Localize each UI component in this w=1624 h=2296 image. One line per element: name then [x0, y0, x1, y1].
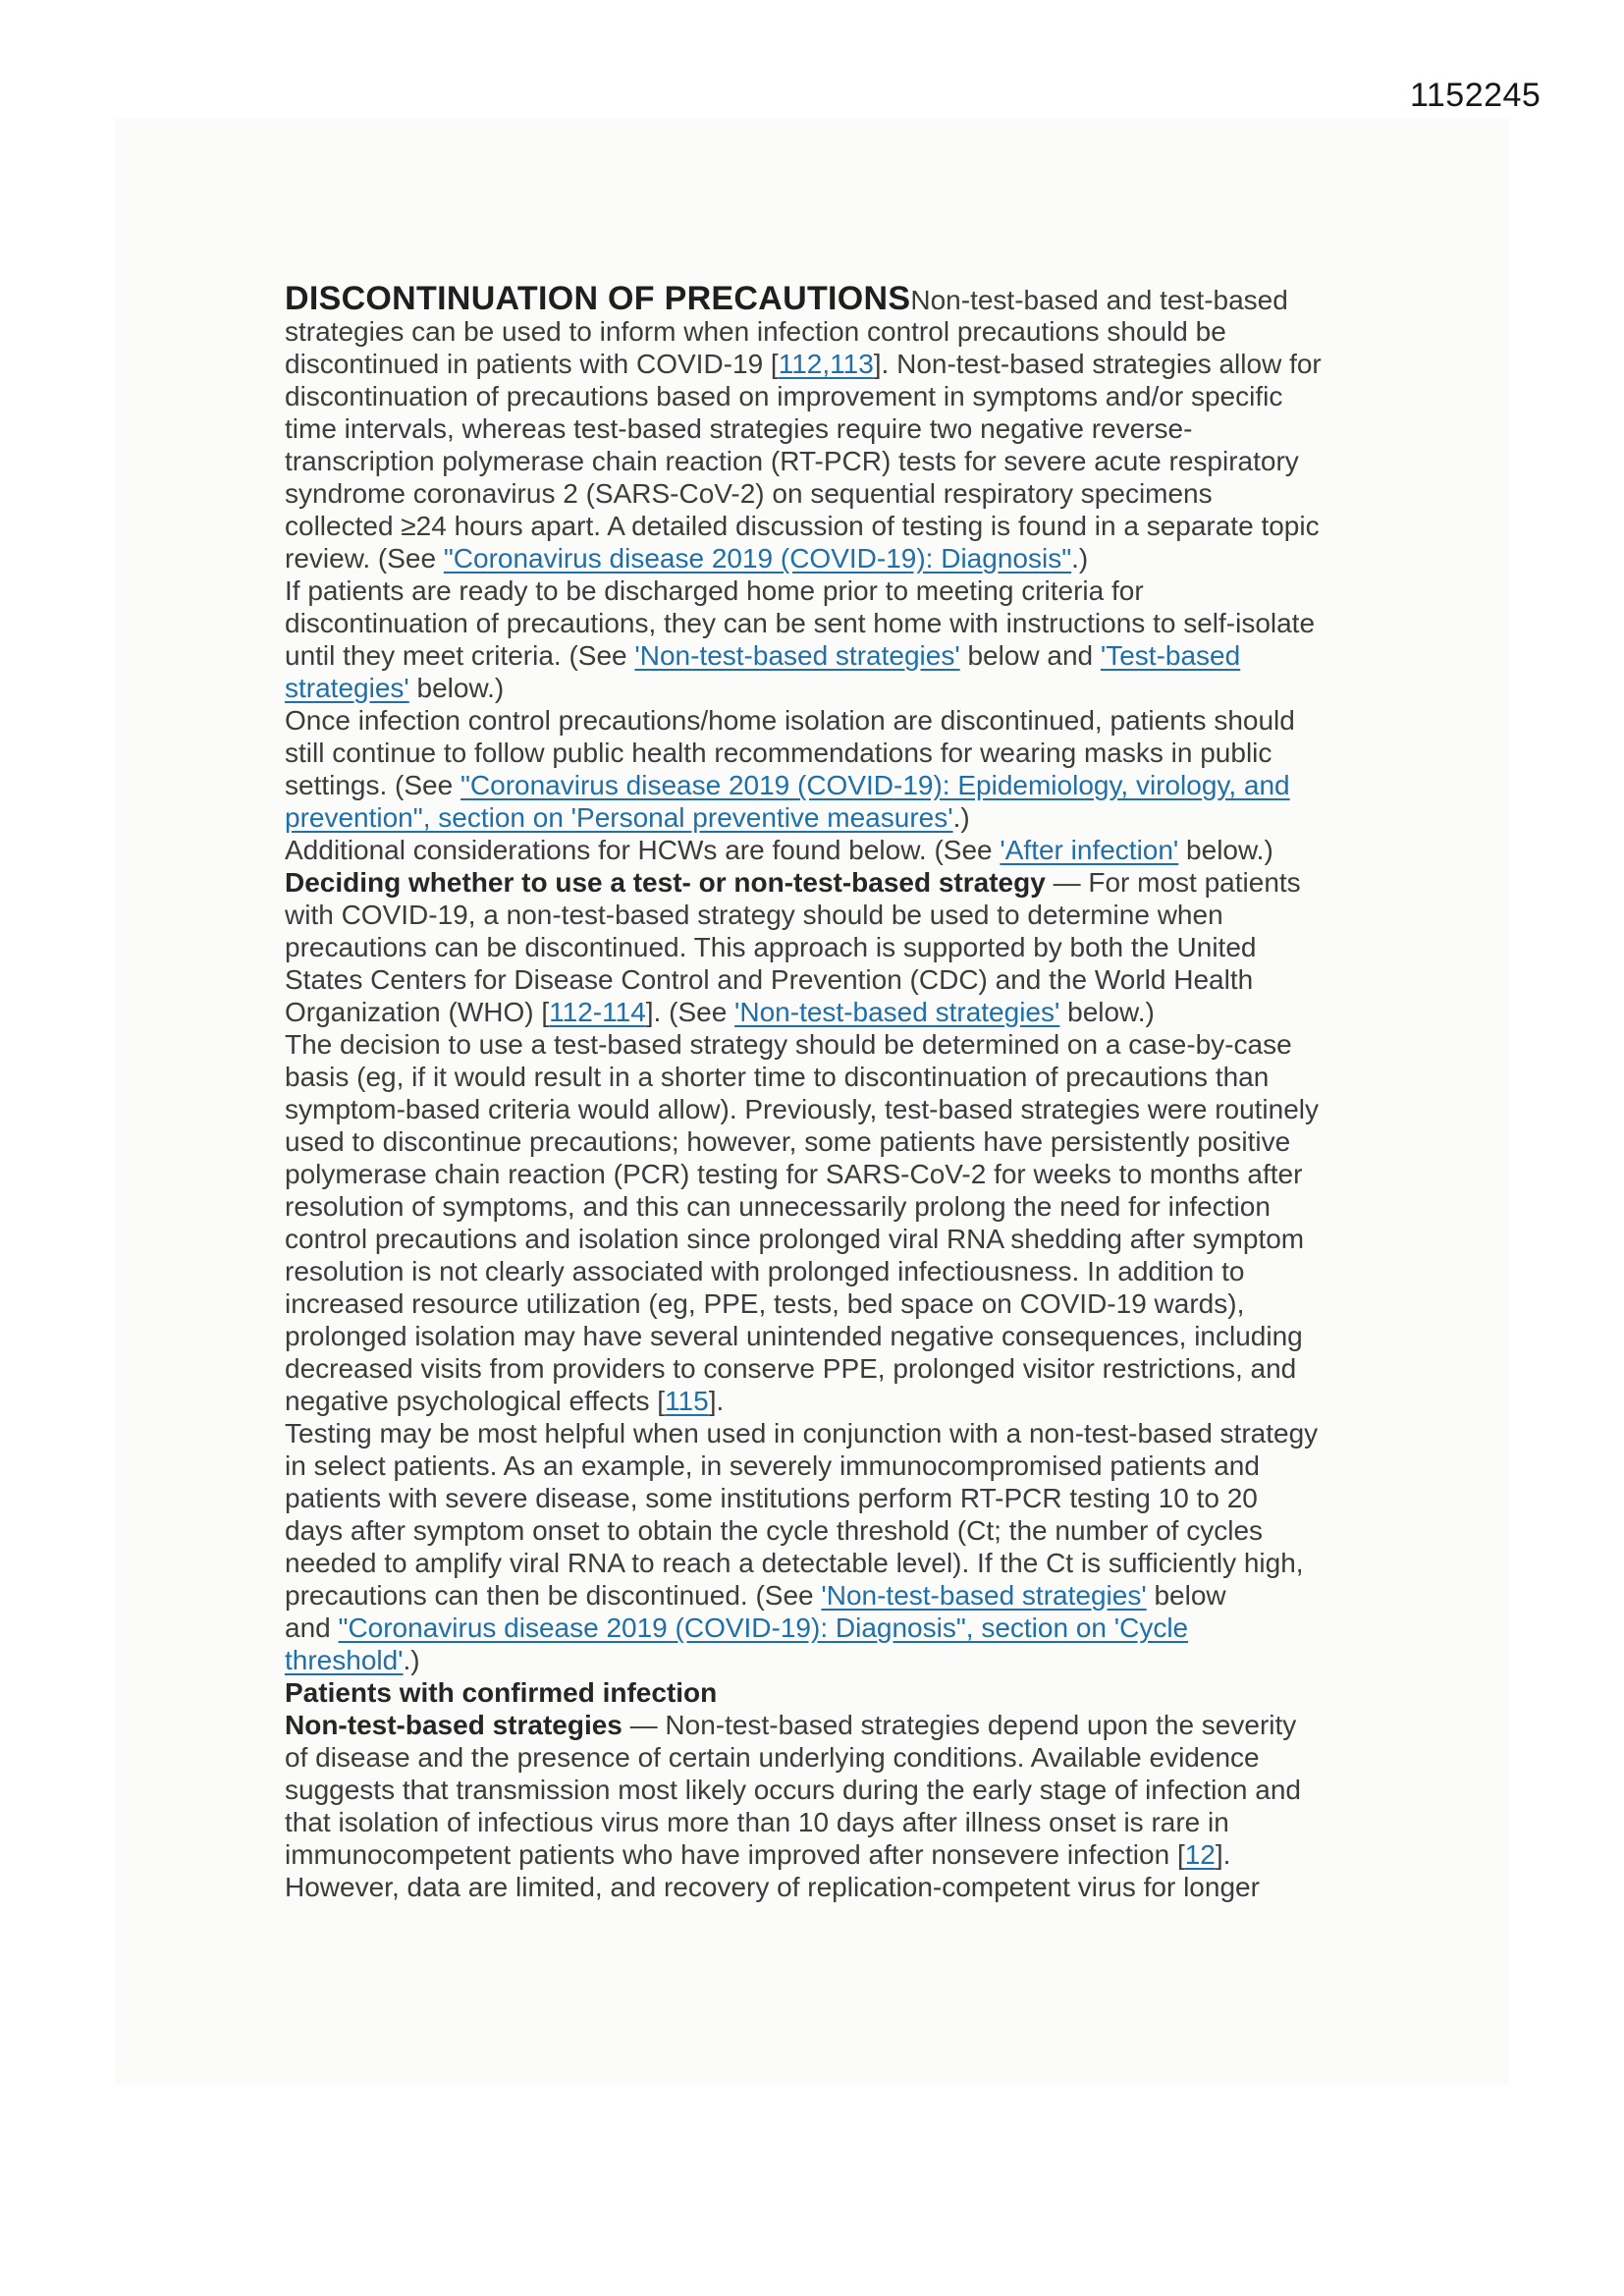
body-text: still continue to follow public health recommendations for wearing masks in public	[285, 738, 1272, 768]
text-line	[285, 639, 1394, 672]
body-text: review. (See	[285, 543, 444, 574]
body-text: The decision to use a test-based strategy should be determined on a case-by-case	[285, 1029, 1292, 1060]
body-text: symptom-based criteria would allow). Previously, test-based strategies were routinely	[285, 1094, 1320, 1124]
text-line	[285, 477, 1394, 510]
text-line	[285, 1417, 1394, 1449]
inline-link[interactable]: "Coronavirus disease 2019 (COVID-19): Diagnosis", section on 'Cycle	[338, 1613, 1189, 1643]
text-line	[285, 1385, 1394, 1417]
text-line	[285, 672, 1394, 704]
text-line	[285, 380, 1394, 412]
inline-link[interactable]: "Coronavirus disease 2019 (COVID-19): Epidemiology, virology, and	[460, 770, 1290, 800]
text-line	[285, 1644, 1394, 1676]
body-text: in select patients. As an example, in severely immunocompromised patients and	[285, 1450, 1260, 1481]
document-text	[285, 280, 1394, 1903]
body-text: Once infection control precautions/home isolation are discontinued, patients should	[285, 705, 1295, 736]
text-line	[285, 1320, 1394, 1352]
text-line	[285, 1774, 1394, 1806]
text-line	[285, 866, 1394, 899]
text-line	[285, 1547, 1394, 1579]
text-line	[285, 1093, 1394, 1125]
body-text: prolonged isolation may have several unintended negative consequences, including	[285, 1321, 1303, 1351]
body-text: settings. (See	[285, 770, 460, 800]
text-line	[285, 1838, 1394, 1871]
text-line	[285, 1255, 1394, 1287]
body-text: discontinued in patients with COVID-19 [	[285, 349, 779, 379]
body-text: days after symptom onset to obtain the cycle threshold (Ct; the number of cycles	[285, 1515, 1264, 1546]
text-line	[285, 996, 1394, 1028]
text-line	[285, 834, 1394, 866]
inline-link[interactable]: prevention", section on 'Personal preventive measures'	[285, 802, 953, 833]
body-text: If patients are ready to be discharged home prior to meeting criteria for	[285, 575, 1144, 606]
body-text: decreased visits from providers to conserve PPE, prolonged visitor restrictions, and	[285, 1353, 1297, 1384]
body-text: below.)	[1059, 997, 1155, 1027]
text-line	[285, 1190, 1394, 1223]
body-text: ].	[1215, 1839, 1231, 1870]
body-text: with COVID-19, a non-test-based strategy should be used to determine when	[285, 900, 1223, 930]
inline-link[interactable]: "Coronavirus disease 2019 (COVID-19): Diagnosis"	[443, 543, 1072, 574]
body-text: syndrome coronavirus 2 (SARS-CoV-2) on sequential respiratory specimens	[285, 478, 1213, 509]
text-line	[285, 542, 1394, 574]
heading-text: DISCONTINUATION OF PRECAUTIONS	[285, 280, 911, 317]
text-line	[285, 801, 1394, 834]
body-text: ]. (See	[645, 997, 735, 1027]
body-text: control precautions and isolation since prolonged viral RNA shedding after symptom	[285, 1224, 1305, 1254]
text-line	[285, 280, 1394, 317]
inline-link[interactable]: 'After infection'	[1000, 835, 1179, 865]
text-line	[285, 899, 1394, 931]
text-line	[285, 1482, 1394, 1514]
body-text: ].	[708, 1386, 725, 1416]
body-text: resolution is not clearly associated with prolonged infectiousness. In addition to	[285, 1256, 1245, 1286]
body-text: .)	[1071, 543, 1089, 574]
body-text: resolution of symptoms, and this can unnecessarily prolong the need for infection	[285, 1191, 1271, 1222]
text-line	[285, 607, 1394, 639]
text-line	[285, 1579, 1394, 1612]
body-text: patients with severe disease, some institutions perform RT-PCR testing 10 to 20	[285, 1483, 1258, 1513]
body-text: precautions can then be discontinued. (See	[285, 1580, 822, 1611]
text-line	[285, 1158, 1394, 1190]
text-line	[285, 1612, 1394, 1644]
inline-link[interactable]: 112,113	[778, 349, 874, 379]
text-line	[285, 1028, 1394, 1061]
text-line	[285, 1676, 1394, 1709]
inline-link[interactable]: 115	[665, 1386, 709, 1416]
bold-text: Non-test-based strategies	[285, 1710, 623, 1740]
text-line	[285, 704, 1394, 737]
inline-link[interactable]: 112-114	[549, 997, 646, 1027]
body-text: discontinuation of precautions based on improvement in symptoms and/or specific	[285, 381, 1283, 411]
body-text: needed to amplify viral RNA to reach a detectable level). If the Ct is sufficiently high,	[285, 1548, 1304, 1578]
text-line	[285, 963, 1394, 996]
body-text: Additional considerations for HCWs are found below. (See	[285, 835, 1001, 865]
text-line	[285, 1806, 1394, 1838]
text-line	[285, 737, 1394, 769]
body-text: .)	[403, 1645, 420, 1675]
body-text: discontinuation of precautions, they can be sent home with instructions to self-isolate	[285, 608, 1316, 638]
body-text: below.)	[408, 673, 505, 703]
text-line	[285, 1287, 1394, 1320]
body-text: — For most patients	[1045, 867, 1301, 898]
bold-text: Deciding whether to use a test- or non-test-based strategy	[285, 867, 1046, 898]
inline-link[interactable]: 'Non-test-based strategies'	[634, 640, 960, 671]
page-number: 1152245	[1410, 77, 1542, 114]
inline-link[interactable]: strategies'	[285, 673, 409, 703]
body-text: negative psychological effects [	[285, 1386, 666, 1416]
body-text: Testing may be most helpful when used in conjunction with a non-test-based strategy	[285, 1418, 1319, 1449]
body-text: States Centers for Disease Control and Prevention (CDC) and the World Health	[285, 964, 1254, 995]
body-text: ]. Non-test-based strategies allow for	[873, 349, 1322, 379]
body-text: However, data are limited, and recovery of replication-competent virus for longer	[285, 1872, 1260, 1902]
text-line	[285, 348, 1394, 380]
text-line	[285, 412, 1394, 445]
text-line	[285, 1514, 1394, 1547]
body-text: basis (eg, if it would result in a shorter time to discontinuation of precautions than	[285, 1062, 1270, 1092]
inline-link[interactable]: 'Test-based	[1100, 640, 1241, 671]
body-text: polymerase chain reaction (PCR) testing for SARS-CoV-2 for weeks to months after	[285, 1159, 1303, 1189]
body-text: immunocompetent patients who have improved after nonsevere infection [	[285, 1839, 1185, 1870]
text-line	[285, 1709, 1394, 1741]
inline-link[interactable]: 12	[1184, 1839, 1216, 1870]
text-line	[285, 1223, 1394, 1255]
body-text: of disease and the presence of certain underlying conditions. Available evidence	[285, 1742, 1260, 1773]
text-line	[285, 931, 1394, 963]
text-line	[285, 769, 1394, 801]
body-text: Non-test-based and test-based	[910, 285, 1288, 315]
body-text: transcription polymerase chain reaction (RT-PCR) tests for severe acute respiratory	[285, 446, 1299, 476]
body-text: — Non-test-based strategies depend upon the severity	[622, 1710, 1297, 1740]
inline-link[interactable]: threshold'	[285, 1645, 404, 1675]
text-line	[285, 445, 1394, 477]
text-line	[285, 1352, 1394, 1385]
text-line	[285, 1061, 1394, 1093]
text-line	[285, 315, 1394, 348]
body-text: increased resource utilization (eg, PPE, tests, bed space on COVID-19 wards),	[285, 1288, 1245, 1319]
text-line	[285, 1741, 1394, 1774]
body-text: below and	[959, 640, 1101, 671]
inline-link[interactable]: 'Non-test-based strategies'	[821, 1580, 1147, 1611]
body-text: and	[285, 1613, 339, 1643]
body-text: precautions can be discontinued. This approach is supported by both the United	[285, 932, 1257, 962]
text-line	[285, 574, 1394, 607]
text-line	[285, 510, 1394, 542]
body-text: suggests that transmission most likely occurs during the early stage of infection and	[285, 1775, 1301, 1805]
body-text: strategies can be used to inform when infection control precautions should be	[285, 316, 1226, 347]
body-text: until they meet criteria. (See	[285, 640, 635, 671]
text-line	[285, 1125, 1394, 1158]
body-text: Organization (WHO) [	[285, 997, 550, 1027]
text-line	[285, 1871, 1394, 1903]
bold-text: Patients with confirmed infection	[285, 1677, 718, 1708]
body-text: that isolation of infectious virus more than 10 days after illness onset is rare in	[285, 1807, 1229, 1837]
text-line	[285, 1449, 1394, 1482]
body-text: .)	[952, 802, 970, 833]
body-text: collected ≥24 hours apart. A detailed discussion of testing is found in a separate topic	[285, 511, 1320, 541]
body-text: below.)	[1178, 835, 1273, 865]
body-text: below	[1146, 1580, 1226, 1611]
body-text: time intervals, whereas test-based strategies require two negative reverse-	[285, 413, 1193, 444]
body-text: used to discontinue precautions; however, some patients have persistently positive	[285, 1126, 1291, 1157]
inline-link[interactable]: 'Non-test-based strategies'	[734, 997, 1060, 1027]
